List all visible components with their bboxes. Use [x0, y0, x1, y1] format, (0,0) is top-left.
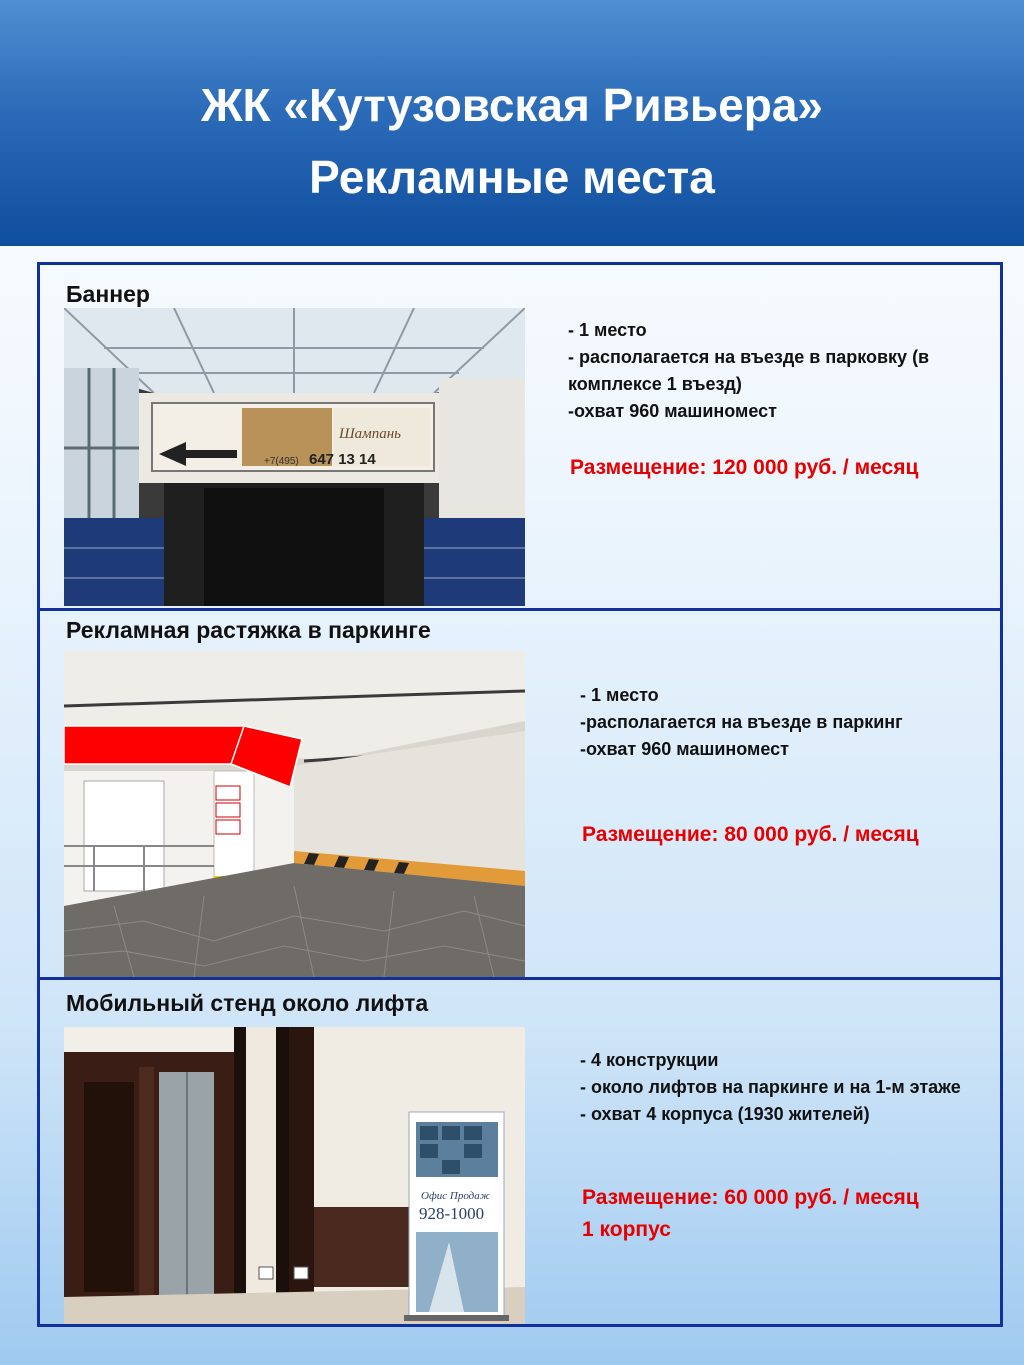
bullet-item: - около лифтов на паркинге и на 1-м этаже [580, 1077, 961, 1097]
section-banner [40, 265, 1000, 608]
bullet-item: -охват 960 машиномест [568, 401, 777, 421]
content-frame [37, 262, 1003, 1327]
page-title: ЖК «Кутузовская Ривьера» [200, 79, 823, 131]
stand-description [580, 1047, 961, 1128]
page-subtitle: Рекламные места [309, 151, 715, 203]
bullet-item: -располагается на въезде в паркинг [580, 712, 903, 732]
parking-photo [64, 651, 525, 977]
stand-phone-text: 928-1000 [419, 1204, 485, 1223]
bullet-item: - 1 место [580, 685, 659, 705]
bullet-item: комплексе 1 въезд) [568, 374, 742, 394]
section-title: Баннер [66, 281, 150, 307]
page-header [0, 0, 1024, 246]
section-title: Рекламная растяжка в паркинге [66, 617, 431, 643]
bullet-item: - 1 место [568, 320, 647, 340]
banner-photo [64, 308, 525, 606]
bullet-item: - охват 4 корпуса (1930 жителей) [580, 1104, 870, 1124]
banner-brand-text: Шампань [339, 426, 401, 442]
stand-price [582, 1182, 919, 1246]
bullet-item: - располагается на въезде в парковку (в [568, 347, 930, 367]
banner-phone-prefix: +7(495) [264, 456, 299, 467]
banner-phone-text: 647 13 14 [309, 451, 376, 468]
banner-price: Размещение: 120 000 руб. / месяц [570, 456, 919, 479]
elevator-photo [64, 1027, 525, 1324]
section-parking-stretch [40, 611, 1000, 977]
parking-price: Размещение: 80 000 руб. / месяц [582, 823, 919, 846]
stand-price-line: Размещение: 60 000 руб. / месяц [582, 1186, 919, 1209]
section-mobile-stand [40, 980, 1000, 1324]
stand-price-unit: 1 корпус [582, 1218, 671, 1241]
stand-title-text: Офис Продаж [421, 1190, 490, 1202]
bullet-item: -охват 960 машиномест [580, 739, 789, 759]
section-title: Мобильный стенд около лифта [66, 990, 429, 1016]
banner-description [568, 317, 929, 425]
bullet-item: - 4 конструкции [580, 1050, 719, 1070]
parking-description [580, 682, 903, 763]
